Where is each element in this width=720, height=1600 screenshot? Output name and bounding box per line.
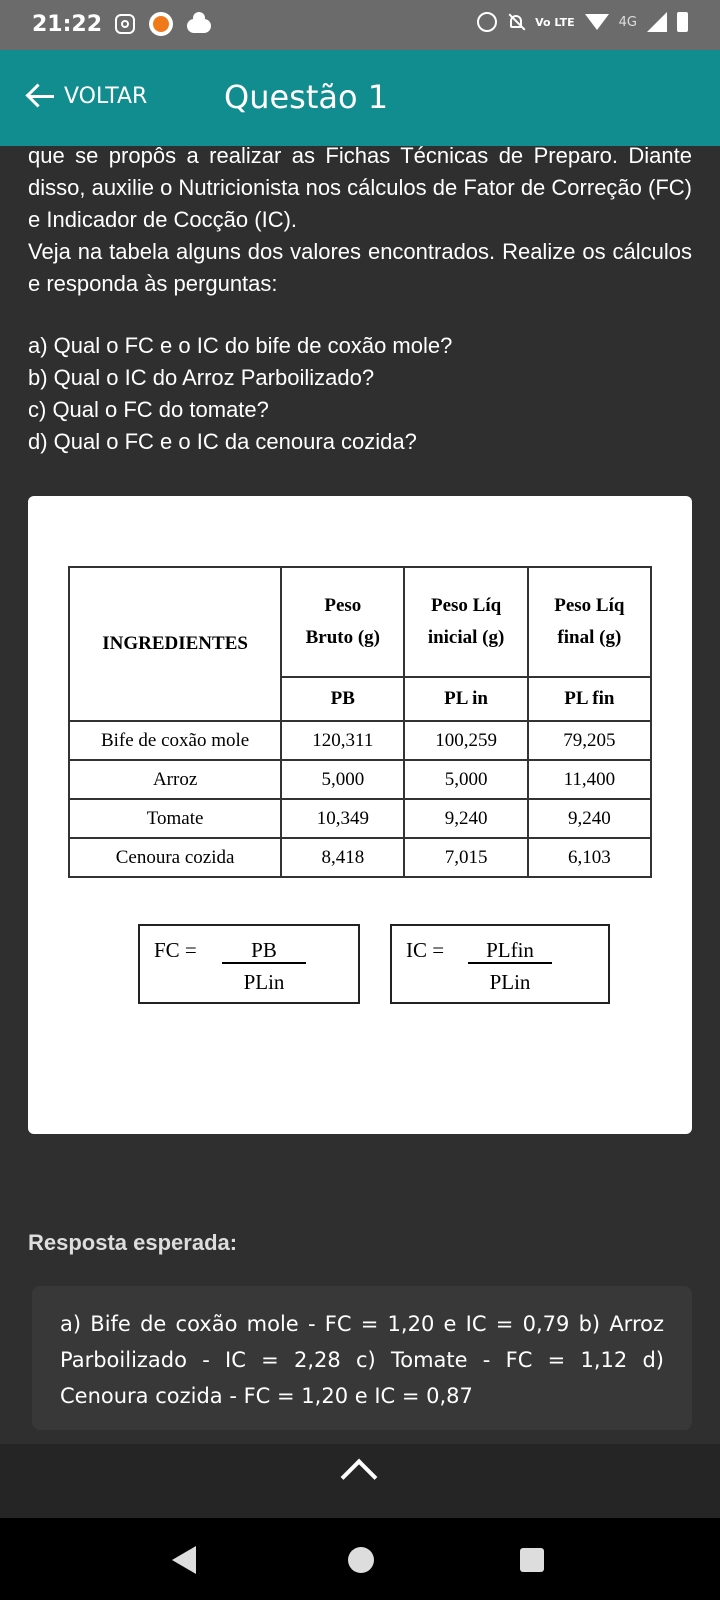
- cell-ingredient: Tomate: [69, 799, 281, 838]
- cell-ingredient: Bife de coxão mole: [69, 721, 281, 760]
- header-line: Peso Líq: [430, 595, 502, 616]
- question-item: a) Qual o FC e o IC do bife de coxão mole?: [28, 333, 453, 358]
- arrow-left-icon: [26, 82, 54, 110]
- cell-ingredient: Cenoura cozida: [69, 838, 281, 877]
- notification-icons: [115, 12, 211, 36]
- ic-formula: [390, 924, 610, 1004]
- table-row: [69, 760, 651, 799]
- question-image: [28, 496, 692, 1134]
- question-list: [28, 330, 692, 458]
- question-text: [28, 140, 692, 458]
- formula-lhs: FC =: [154, 938, 197, 962]
- answer-label: Resposta esperada:: [28, 1230, 238, 1255]
- signal-icon: [647, 12, 667, 32]
- table-row: [69, 721, 651, 760]
- fc-formula: [138, 924, 360, 1004]
- battery-icon: [677, 12, 688, 32]
- cell-pl-in: 5,000: [404, 760, 527, 799]
- answer-box: [32, 1286, 692, 1430]
- header-line: inicial (g): [427, 627, 505, 648]
- formula-numerator: PLfin: [486, 938, 534, 962]
- abbr-pb: PB: [281, 677, 404, 721]
- cell-pl-fin: 79,205: [528, 721, 651, 760]
- status-time: 21:22: [32, 12, 103, 37]
- table-row: [69, 799, 651, 838]
- header-peso-bruto: [281, 567, 404, 677]
- back-button[interactable]: [26, 82, 147, 110]
- formula-denominator: PLin: [489, 970, 531, 994]
- navigation-bar: [0, 1518, 720, 1600]
- abbr-pl-in: PL in: [404, 677, 527, 721]
- back-label: VOLTAR: [64, 83, 148, 109]
- abbr-pl-fin: PL fin: [528, 677, 651, 721]
- cell-pl-in: 7,015: [404, 838, 527, 877]
- wifi-icon: [585, 14, 609, 30]
- chevron-up-icon[interactable]: [341, 1459, 378, 1496]
- cell-pl-in: 9,240: [404, 799, 527, 838]
- expand-panel[interactable]: [0, 1444, 720, 1518]
- answer-text: a) Bife de coxão mole - FC = 1,20 e IC = 0,79 b) Arroz Parboilizado - IC = 2,28 c) Tomate - FC = 1,12 d) Cenoura cozida - FC = 1,20 e IC = 0,87: [60, 1312, 664, 1408]
- page-title: Questão 1: [224, 78, 389, 116]
- alarm-icon: [477, 12, 497, 32]
- system-icons: [477, 12, 688, 32]
- cell-pl-fin: 6,103: [528, 838, 651, 877]
- cell-pl-in: 100,259: [404, 721, 527, 760]
- nav-back-icon[interactable]: [172, 1546, 196, 1574]
- formula-lhs: IC =: [406, 938, 445, 962]
- cell-pl-fin: 9,240: [528, 799, 651, 838]
- question-item: b) Qual o IC do Arroz Parboilizado?: [28, 365, 375, 390]
- ingredients-table: [68, 566, 652, 878]
- cell-pb: 120,311: [281, 721, 404, 760]
- header-line: Bruto (g): [305, 627, 381, 648]
- cell-pb: 5,000: [281, 760, 404, 799]
- question-item: c) Qual o FC do tomate?: [28, 397, 269, 422]
- question-paragraph-2: Veja na tabela alguns dos valores encontrados. Realize os cálculos e responda às perguntas:: [28, 239, 692, 296]
- formula-numerator: PB: [251, 938, 277, 962]
- mute-icon: [507, 13, 525, 31]
- header-ingredients: INGREDIENTES: [69, 567, 281, 721]
- cell-pb: 10,349: [281, 799, 404, 838]
- formula-denominator: PLin: [243, 970, 285, 994]
- question-paragraph-1: que se propôs a realizar as Fichas Técnicas de Preparo. Diante disso, auxilie o Nutricionista nos cálculos de Fator de Correção (FC) e Indicador de Cocção (IC).: [28, 143, 692, 232]
- fraction-bar: [222, 962, 306, 964]
- question-item: d) Qual o FC e o IC da cenoura cozida?: [28, 429, 417, 454]
- cell-pb: 8,418: [281, 838, 404, 877]
- app-notification-icon: [149, 12, 173, 36]
- app-bar: [0, 50, 720, 146]
- nav-recents-icon[interactable]: [520, 1548, 544, 1572]
- cloud-icon: [187, 19, 211, 33]
- header-line: Peso Líq: [554, 595, 625, 616]
- cell-pl-fin: 11,400: [528, 760, 651, 799]
- header-line: final (g): [557, 627, 622, 648]
- status-bar: [0, 0, 720, 50]
- instagram-icon: [115, 14, 135, 34]
- network-type: 4G: [618, 14, 637, 30]
- fraction-bar: [468, 962, 552, 964]
- table-row: [69, 838, 651, 877]
- volte-indicator: Vo LTE: [535, 15, 575, 29]
- header-line: Peso: [324, 595, 362, 616]
- header-peso-liq-final: [528, 567, 651, 677]
- nav-home-icon[interactable]: [348, 1547, 374, 1573]
- header-peso-liq-inicial: [404, 567, 527, 677]
- cell-ingredient: Arroz: [69, 760, 281, 799]
